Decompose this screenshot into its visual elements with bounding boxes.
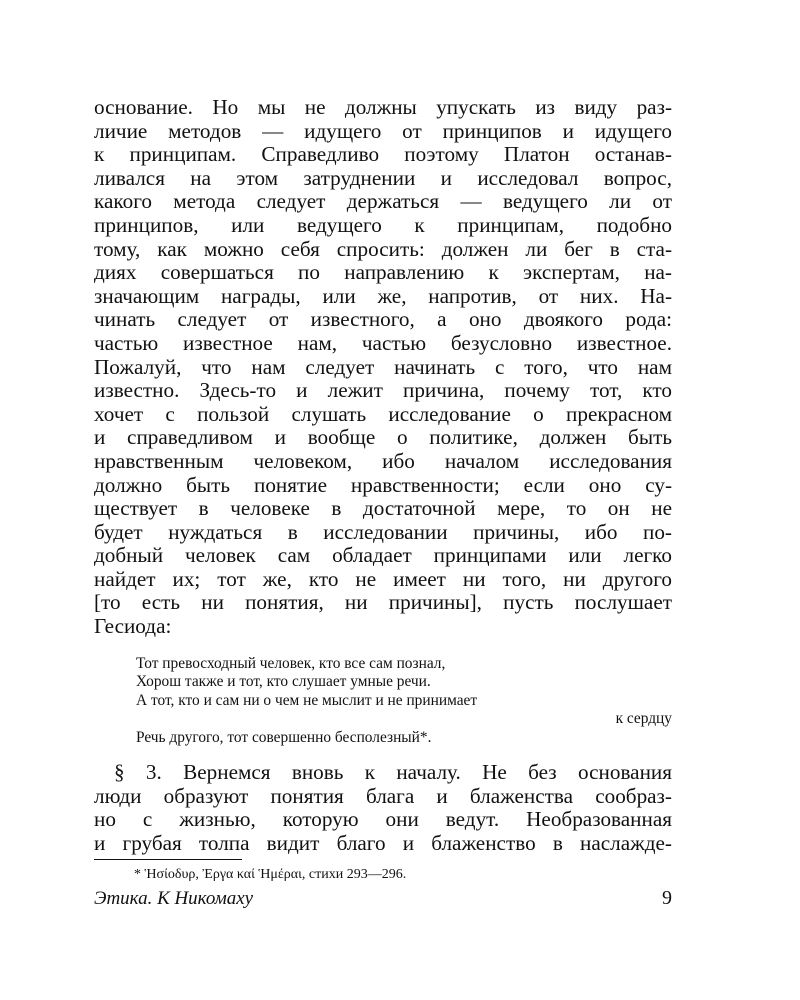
text-line: и справедливом и вообще о политике, должен быть <box>94 425 672 450</box>
text-line: Гесиода: <box>94 614 172 639</box>
text-line: основание. Но мы не должны упускать из виду раз- <box>94 95 672 119</box>
text-line: но с жизнью, которую они ведут. Необразованная <box>94 807 672 832</box>
text-line: Пожалуй, что нам следует начинать с того, что нам <box>94 354 672 379</box>
text-line: к принципам. Справедливо поэтому Платон останав- <box>94 142 672 167</box>
paragraph-2 <box>94 761 672 855</box>
poem-line: Речь другого, тот совершенно бесполезный*. <box>136 728 432 746</box>
text-line: ливался на этом затруднении и исследовал вопрос, <box>94 165 672 190</box>
text-line: будет нуждаться в исследовании причины, ибо по- <box>94 519 672 544</box>
poem-line: А тот, кто и сам ни о чем не мыслит и не принимает <box>136 691 478 709</box>
poem-line-continuation: к сердцу <box>615 710 672 728</box>
page-number: 9 <box>662 887 672 909</box>
text-line: [то есть ни понятия, ни причины], пусть послушает <box>94 590 672 615</box>
text-line: хочет с пользой слушать исследование о прекрасном <box>94 401 672 426</box>
poem-line: Хорош также и тот, кто слушает умные речи. <box>136 673 431 691</box>
poem-quote <box>136 655 672 748</box>
text-line: добный человек сам обладает принципами или легко <box>94 543 672 568</box>
paragraph-1 <box>94 96 672 639</box>
text-line: тому, как можно себя спросить: должен ли бег в ста- <box>94 236 672 261</box>
text-line: § 3. Вернемся вновь к началу. Не без основания <box>114 760 672 785</box>
text-line: должно быть понятие нравственности; если оно су- <box>94 472 672 497</box>
text-line: и грубая толпа видит благо и блаженство в наслажде- <box>94 830 672 855</box>
page-footer <box>94 887 672 910</box>
text-line: известно. Здесь-то и лежит причина, почему тот, кто <box>94 378 672 403</box>
text-line: найдет их; тот же, кто не имеет ни того, ни другого <box>94 566 672 591</box>
text-line: принципов, или ведущего к принципам, подобно <box>94 212 672 237</box>
text-line: люди образуют понятия блага и блаженства сообраз- <box>94 783 672 808</box>
footnote-divider <box>94 859 242 860</box>
text-line: личие методов — идущего от принципов и идущего <box>94 118 672 143</box>
running-title: Этика. К Никомаху <box>94 888 254 909</box>
text-line: частью известное нам, частью безусловно известное. <box>94 330 672 355</box>
text-line: диях совершаться по направлению к экспертам, на- <box>94 260 672 285</box>
text-line: значающим награды, или же, напротив, от них. На- <box>94 283 672 308</box>
text-line: какого метода следует держаться — ведущего ли от <box>94 189 672 214</box>
page-content <box>94 96 672 883</box>
text-line: ществует в человеке в достаточной мере, то он не <box>94 496 672 521</box>
text-line: чинать следует от известного, а оно двоякого рода: <box>94 307 672 332</box>
text-line: нравственным человеком, ибо началом исследования <box>94 448 672 473</box>
poem-line: Тот превосходный человек, кто все сам познал, <box>136 654 446 672</box>
footnote: * Ἡσίοδυρ, Ἐργα καί Ἡμέραι, стихи 293—296. <box>134 866 407 882</box>
